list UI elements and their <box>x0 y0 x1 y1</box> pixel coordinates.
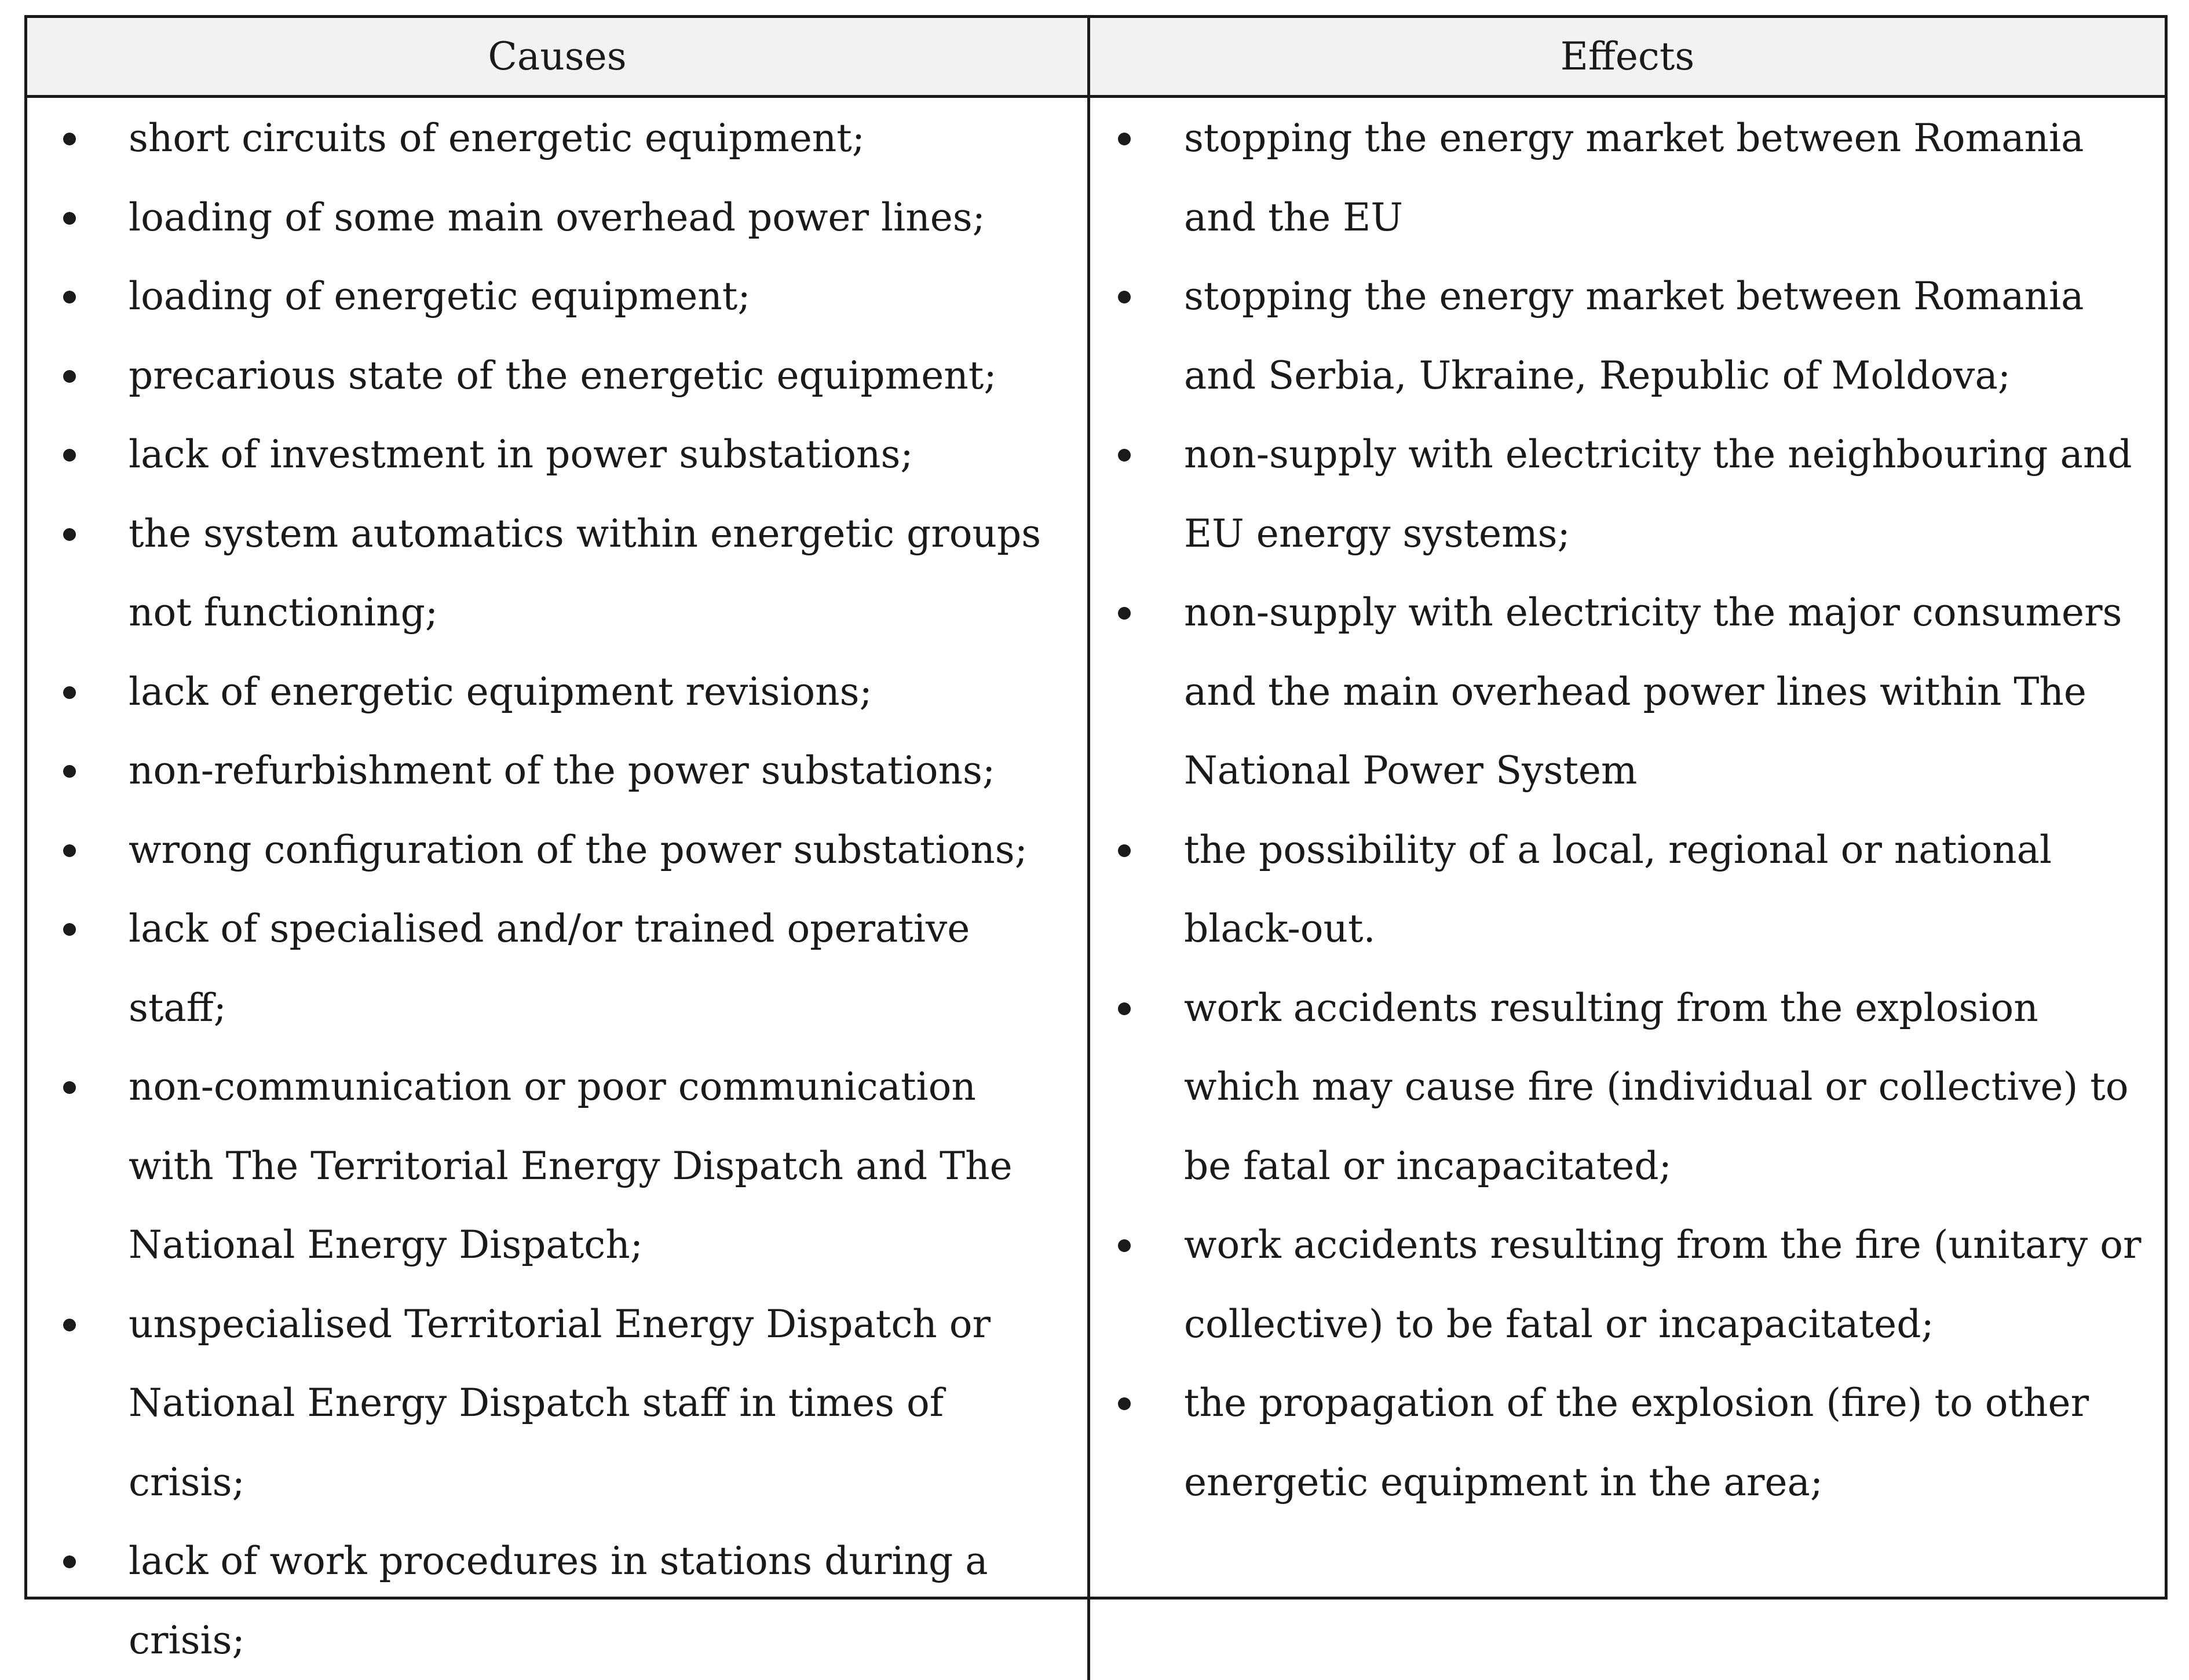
causes-list <box>27 99 1087 1680</box>
list-item: stopping the energy market between Romania and Serbia, Ukraine, Republic of Moldova; <box>1090 257 2147 415</box>
list-item: short circuits of energetic equipment; <box>27 99 1070 178</box>
causes-cell <box>27 98 1090 1680</box>
list-item: wrong configuration of the power substations; <box>27 811 1070 890</box>
causes-header: Causes <box>27 18 1090 98</box>
list-item: the system automatics within energetic groups not functioning; <box>27 495 1070 653</box>
list-item: lack of investment in power substations; <box>27 415 1070 495</box>
list-item: work accidents resulting from the explosion which may cause fire (individual or collective) to be fatal or incapacitated; <box>1090 969 2147 1206</box>
list-item: non-supply with electricity the neighbouring and EU energy systems; <box>1090 415 2147 573</box>
list-item: non-refurbishment of the power substations; <box>27 731 1070 811</box>
list-item: lack of work procedures in stations during a crisis; <box>27 1522 1070 1680</box>
list-item: loading of energetic equipment; <box>27 257 1070 336</box>
list-item: non-communication or poor communication with The Territorial Energy Dispatch and The National Energy Dispatch; <box>27 1048 1070 1285</box>
list-item: non-supply with electricity the major consumers and the main overhead power lines within The National Power System <box>1090 573 2147 811</box>
list-item: precarious state of the energetic equipment; <box>27 336 1070 416</box>
list-item: work accidents resulting from the fire (unitary or collective) to be fatal or incapacitated; <box>1090 1206 2147 1364</box>
causes-effects-table <box>24 15 2168 1663</box>
list-item: lack of energetic equipment revisions; <box>27 653 1070 732</box>
list-item: lack of specialised and/or trained operative staff; <box>27 890 1070 1048</box>
effects-list <box>1090 99 2165 1522</box>
list-item: stopping the energy market between Romania and the EU <box>1090 99 2147 257</box>
list-item: loading of some main overhead power lines; <box>27 178 1070 258</box>
list-item: the possibility of a local, regional or national black-out. <box>1090 811 2147 969</box>
effects-cell <box>1090 98 2165 1680</box>
list-item: the propagation of the explosion (fire) to other energetic equipment in the area; <box>1090 1364 2147 1522</box>
list-item: unspecialised Territorial Energy Dispatch or National Energy Dispatch staff in times of crisis; <box>27 1285 1070 1522</box>
effects-header: Effects <box>1090 18 2165 98</box>
